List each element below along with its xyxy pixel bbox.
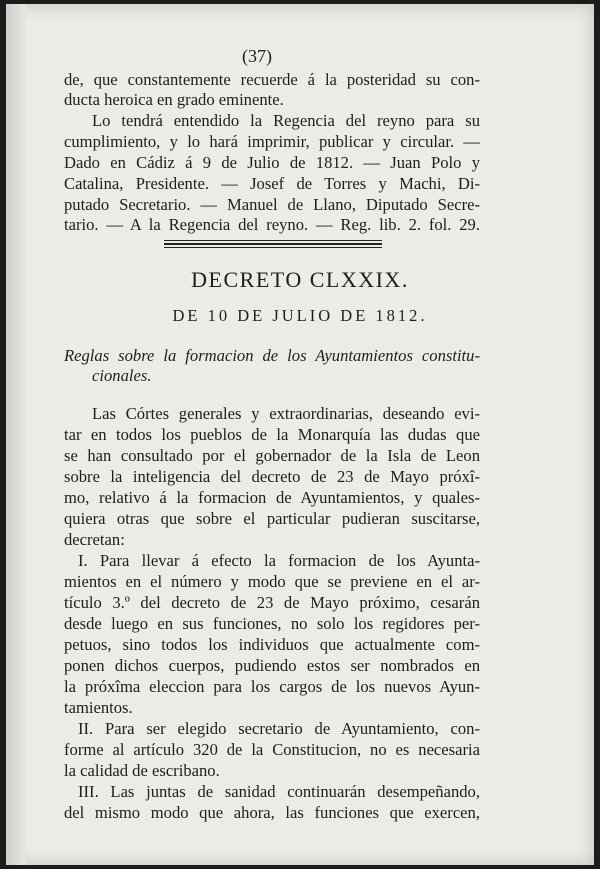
body-line: mientos en el número y modo que se previene en el ar- [64, 572, 480, 591]
text-line: putado Secretario. — Manuel de Llano, Diputado Secre- [64, 195, 480, 214]
subtitle-line: Reglas sobre la formacion de los Ayuntamientos constitu- [64, 346, 480, 365]
body-line: I. Para llevar á efecto la formacion de los Ayunta- [78, 551, 480, 570]
body-line: la calidad de escribano. [64, 761, 220, 780]
body-line: desde luego en sus funciones, no solo los regidores per- [64, 614, 480, 633]
text-line: cumplimiento, y lo hará imprimir, publicar y circular. — [64, 132, 480, 151]
body-line: la próxîma eleccion para los cargos de los nuevos Ayun- [64, 677, 480, 696]
text-line: ducta heroica en grado eminente. [64, 90, 284, 109]
body-line: ponen dichos cuerpos, pudiendo estos ser nombrados en [64, 656, 480, 675]
decree-title: DECRETO CLXXIX. [191, 267, 409, 292]
text-line: de, que constantemente recuerde á la posteridad su con- [64, 70, 480, 89]
body-line: forme al artículo 320 de la Constitucion, no es necesaria [64, 740, 480, 759]
body-line: Las Córtes generales y extraordinarias, deseando evi- [92, 404, 480, 423]
body-line: se han consultado por el gobernador de la Isla de Leon [64, 446, 480, 465]
body-line: tar en todos los pueblos de la Monarquía las dudas que [64, 425, 480, 444]
body-line: III. Las juntas de sanidad continuarán desempeñando, [78, 782, 480, 801]
page-number: (37) [242, 46, 272, 66]
body-line: mo, relativo á la formacion de Ayuntamientos, y quales- [64, 488, 480, 507]
text-line: Catalina, Presidente. — Josef de Torres y Machi, Di- [64, 174, 480, 193]
body-line: II. Para ser elegido secretario de Ayuntamiento, con- [78, 719, 480, 738]
body-line: quiera otras que sobre el particular pudieran suscitarse, [64, 509, 480, 528]
text-line: Dado en Cádiz á 9 de Julio de 1812. — Juan Polo y [64, 153, 480, 172]
body-line: tamientos. [64, 698, 133, 717]
body-line: del mismo modo que ahora, las funciones que exercen, [64, 803, 480, 822]
body-line: decretan: [64, 530, 125, 549]
book-page [6, 4, 594, 865]
body-line: sobre la inteligencia del decreto de 23 de Mayo próxî- [64, 467, 480, 486]
subtitle-line: cionales. [92, 366, 152, 385]
text-line: Lo tendrá entendido la Regencia del reyno para su [92, 111, 480, 130]
decree-date: DE 10 DE JULIO DE 1812. [172, 306, 428, 325]
text-line: tario. — A la Regencia del reyno. — Reg. lib. 2. fol. 29. [64, 215, 480, 234]
section-rule [164, 240, 382, 248]
body-line: petuos, sino todos los individuos que actualmente com- [64, 635, 480, 654]
body-line: tículo 3.º del decreto de 23 de Mayo próximo, cesarán [64, 593, 480, 612]
binding-gutter [6, 4, 26, 865]
